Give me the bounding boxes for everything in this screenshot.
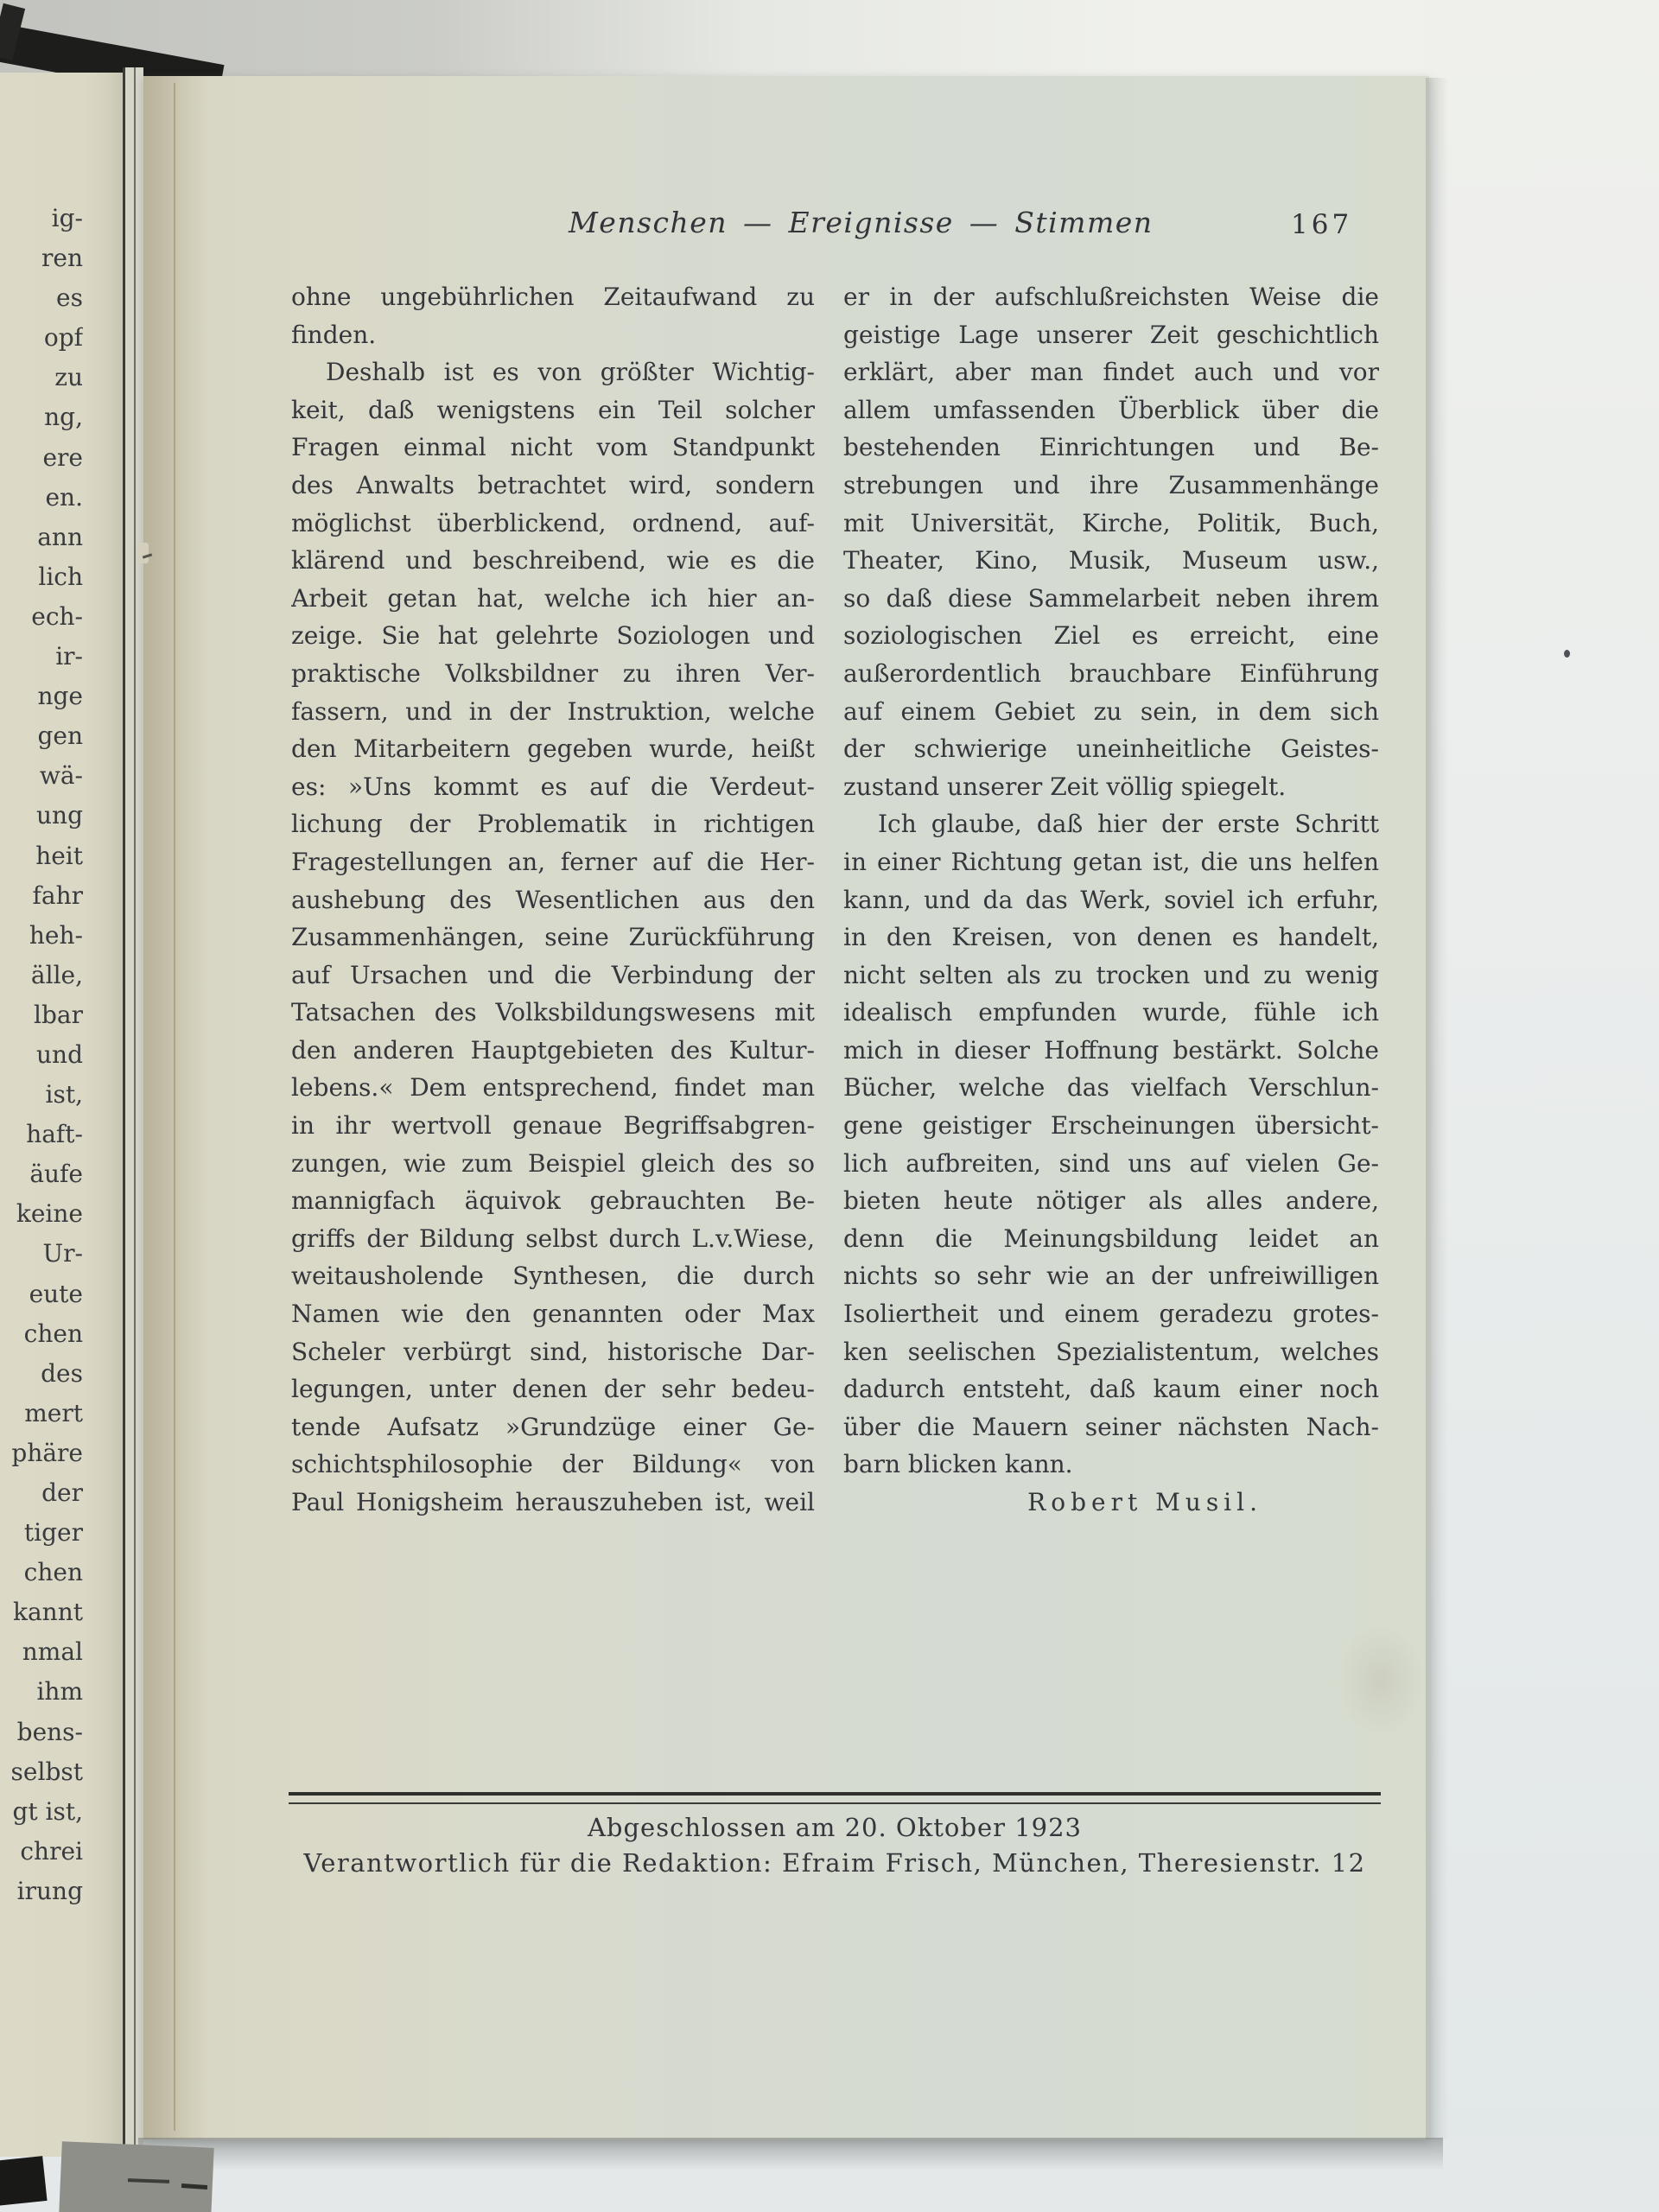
opposite-page-text-fragment: äufe <box>29 1160 83 1189</box>
body-text-line: praktische Volksbildner zu ihren Ver- <box>291 658 815 688</box>
body-text-line: aushebung des Wesentlichen aus den <box>291 885 815 914</box>
footer-rule-thin <box>289 1802 1381 1804</box>
colophon-editor-line: Verantwortlich für die Redaktion: Efraim Frisch, München, Theresienstr. 12 <box>303 1848 1366 1878</box>
opposite-page-text-fragment: phäre <box>11 1438 83 1467</box>
opposite-page-text-fragment: en. <box>45 482 83 512</box>
body-text-line: in ihr wertvoll genaue Begriffsabgren- <box>291 1111 815 1141</box>
opposite-page-text-fragment: ig- <box>51 204 83 232</box>
body-text-line: Isoliertheit und einem geradezu grotes- <box>843 1300 1379 1329</box>
opposite-page-text-fragment: Ur- <box>42 1239 83 1268</box>
opposite-page-text-fragment: es <box>56 283 83 313</box>
binding-paper-tear <box>137 543 149 563</box>
body-text-line: Robert Musil. <box>1027 1488 1262 1516</box>
opposite-page-text-fragment: ist, <box>45 1080 83 1109</box>
body-text-line: gene geistiger Erscheinungen übersicht- <box>843 1111 1379 1141</box>
body-text-line: Arbeit getan hat, welche ich hier an- <box>291 583 815 613</box>
body-text-line: so daß diese Sammelarbeit neben ihrem <box>843 583 1379 613</box>
opposite-page-text-fragment: der <box>41 1478 83 1507</box>
page-right-shadow <box>1426 78 1448 2139</box>
opposite-page-text-fragment: kannt <box>13 1598 83 1627</box>
text-column-right <box>843 278 1379 1522</box>
body-text-line: finden. <box>291 320 377 349</box>
opposite-page-text-fragment: eute <box>29 1279 83 1308</box>
body-text-line: Fragestellungen an, ferner auf die Her- <box>291 847 815 876</box>
body-text-line: strebungen und ihre Zusammenhänge <box>843 470 1379 499</box>
text-column-left <box>291 278 815 1522</box>
opposite-page-text-fragment: ng, <box>44 403 83 432</box>
opposite-page-text-fragment: ech- <box>31 601 83 631</box>
opposite-page-text-fragment: ihm <box>36 1677 83 1707</box>
opposite-page-fragments <box>0 199 83 1911</box>
opposite-page-text-fragment: ere <box>42 442 83 472</box>
gutter-shadow <box>143 76 209 2139</box>
body-text-line: Fragen einmal nicht vom Standpunkt <box>291 433 815 462</box>
colophon-date-line: Abgeschlossen am 20. Oktober 1923 <box>587 1813 1082 1842</box>
body-text-line: auf Ursachen und die Verbindung der <box>291 960 815 989</box>
body-text-line: bestehenden Einrichtungen und Be- <box>843 433 1379 462</box>
body-text-line: er in der aufschlußreichsten Weise die <box>843 283 1379 311</box>
body-text-line: schichtsphilosophie der Bildung« von <box>291 1450 815 1479</box>
body-text-line: Namen wie den genannten oder Max <box>291 1300 815 1329</box>
body-text-line: Bücher, welche das vielfach Verschlun- <box>843 1073 1379 1103</box>
opposite-page-text-fragment: ann <box>37 522 83 551</box>
body-text-line: lebens.« Dem entsprechend, findet man <box>291 1073 815 1103</box>
body-text-line: geistige Lage unserer Zeit geschichtlich <box>843 320 1379 349</box>
opposite-page-text-fragment: heh- <box>29 920 83 950</box>
opposite-page-text-fragment: und <box>36 1039 83 1069</box>
backdrop-right <box>1426 0 1659 2212</box>
opposite-page-text-fragment: ung <box>36 801 83 830</box>
book-cover-bottom-corner <box>0 2156 48 2206</box>
spine-edge-line-2 <box>134 67 136 2160</box>
opposite-page-text-fragment: haft- <box>26 1120 83 1149</box>
opposite-page-text-fragment: nge <box>37 682 83 711</box>
body-text-line: den Mitarbeitern gegeben wurde, heißt <box>291 734 815 764</box>
spine-edge-line <box>123 67 125 2160</box>
opposite-page-text-fragment: lich <box>38 562 83 591</box>
ink-speck <box>1564 650 1570 658</box>
body-text-line: mit Universität, Kirche, Politik, Buch, <box>843 508 1379 537</box>
body-text-line: der schwierige uneinheitliche Geistes- <box>843 734 1379 764</box>
footer-rule-thick <box>289 1792 1381 1796</box>
backdrop-top <box>0 0 1659 83</box>
body-text-line: erklärt, aber man findet auch und vor <box>843 358 1379 387</box>
body-text-line: des Anwalts betrachtet wird, sondern <box>291 470 815 499</box>
running-header-title: Menschen — Ereignisse — Stimmen <box>569 206 1154 239</box>
opposite-page-text-fragment: lbar <box>34 1000 83 1029</box>
opposite-page-text-fragment: keine <box>16 1199 83 1229</box>
opposite-page-text-fragment: chen <box>23 1558 83 1587</box>
body-text-line: lich aufbreiten, sind uns auf vielen Ge- <box>843 1148 1379 1178</box>
body-text-line: keit, daß wenigstens ein Teil solcher <box>291 395 815 424</box>
body-text-line: idealisch empfunden wurde, fühle ich <box>843 998 1379 1027</box>
body-text-line: denn die Meinungsbildung leidet an <box>843 1224 1379 1253</box>
body-text-line: soziologischen Ziel es erreicht, eine <box>843 621 1379 651</box>
body-text-line: in den Kreisen, von denen es handelt, <box>843 923 1379 952</box>
body-text-line: Tatsachen des Volksbildungswesens mit <box>291 998 815 1027</box>
body-text-line: ohne ungebührlichen Zeitaufwand zu <box>291 283 815 311</box>
body-text-line: Zusammenhängen, seine Zurückführung <box>291 923 815 952</box>
opposite-page-text-fragment: mert <box>24 1398 83 1427</box>
opposite-page-text-fragment: selbst <box>10 1757 83 1786</box>
opposite-page-text-fragment: älle, <box>30 960 83 989</box>
body-text-line: dadurch entsteht, daß kaum einer noch <box>843 1375 1379 1404</box>
body-text-line: bieten heute nötiger als alles andere, <box>843 1186 1379 1216</box>
body-text-line: allem umfassenden Überblick über die <box>843 395 1379 424</box>
body-text-line: über die Mauern seiner nächsten Nach- <box>843 1412 1379 1441</box>
page-bottom-shadow <box>138 2138 1443 2171</box>
body-text-line: griffs der Bildung selbst durch L.v.Wiese, <box>291 1224 815 1253</box>
body-text-line: barn blicken kann. <box>843 1450 1073 1479</box>
spine-gap <box>123 67 143 2160</box>
body-text-line: Deshalb ist es von größter Wichtig- <box>326 358 815 387</box>
body-text-line: es: »Uns kommt es auf die Verdeut- <box>291 772 815 801</box>
body-text-line: klärend und beschreibend, wie es die <box>291 546 815 575</box>
body-text-line: legungen, unter denen der sehr bedeu- <box>291 1375 815 1404</box>
body-text-line: zeige. Sie hat gelehrte Soziologen und <box>291 621 815 651</box>
body-text-line: zustand unserer Zeit völlig spiegelt. <box>843 772 1287 801</box>
body-text-line: mich in dieser Hoffnung bestärkt. Solche <box>843 1035 1379 1065</box>
body-text-line: Theater, Kino, Musik, Museum usw., <box>843 546 1379 575</box>
paper-smudge <box>1338 1624 1424 1737</box>
opposite-page-text-fragment: chen <box>23 1319 83 1348</box>
opposite-page-text-fragment: ir- <box>55 642 83 671</box>
body-text-line: lichung der Problematik in richtigen <box>291 810 815 839</box>
body-text-line: zungen, wie zum Beispiel gleich des so <box>291 1148 815 1178</box>
opposite-page-text-fragment: heit <box>35 841 83 870</box>
opposite-page-text-fragment: tiger <box>23 1518 83 1548</box>
book-cover-bottom-edge <box>59 2141 213 2212</box>
opposite-page-text-fragment: irung <box>16 1876 83 1905</box>
body-text-line: tende Aufsatz »Grundzüge einer Ge- <box>291 1412 815 1441</box>
opposite-page-text-fragment: des <box>41 1358 83 1388</box>
opposite-page-text-fragment: gt ist, <box>12 1796 83 1826</box>
page-number: 167 <box>1291 209 1353 240</box>
opposite-page-text-fragment: bens- <box>16 1717 83 1746</box>
opposite-page-text-fragment: nmal <box>22 1637 83 1667</box>
body-text-line: kann, und da das Werk, soviel ich erfuhr, <box>843 885 1379 914</box>
body-text-line: in einer Richtung getan ist, die uns helfen <box>843 847 1379 876</box>
body-text-line: nicht selten als zu trocken und zu wenig <box>843 960 1379 989</box>
body-text-line: den anderen Hauptgebieten des Kultur- <box>291 1035 815 1065</box>
body-text-line: möglichst überblickend, ordnend, auf- <box>291 508 815 537</box>
opposite-page-text-fragment: opf <box>43 323 83 353</box>
opposite-page-text-fragment: fahr <box>32 880 83 910</box>
body-text-line: Scheler verbürgt sind, historische Dar- <box>291 1337 815 1366</box>
body-text-line: außerordentlich brauchbare Einführung <box>843 658 1379 688</box>
opposite-page-text-fragment: zu <box>54 363 83 392</box>
gutter-crease-line <box>174 83 175 2131</box>
body-text-line: ken seelischen Spezialistentum, welches <box>843 1337 1379 1366</box>
body-text-line: weitausholende Synthesen, die durch <box>291 1262 815 1291</box>
body-text-line: auf einem Gebiet zu sein, in dem sich <box>843 696 1379 726</box>
opposite-page-text-fragment: wä- <box>39 761 83 791</box>
body-text-line: nichts so sehr wie an der unfreiwilligen <box>843 1262 1379 1291</box>
opposite-page-text-fragment: gen <box>37 721 83 751</box>
body-text-line: fassern, und in der Instruktion, welche <box>291 696 815 726</box>
body-text-line: Ich glaube, daß hier der erste Schritt <box>878 810 1379 839</box>
body-text-line: Paul Honigsheim herauszuheben ist, weil <box>291 1488 815 1516</box>
body-text-line: mannigfach äquivok gebrauchten Be- <box>291 1186 815 1216</box>
opposite-page-text-fragment: chrei <box>20 1836 83 1866</box>
opposite-page-text-fragment: ren <box>41 244 83 273</box>
